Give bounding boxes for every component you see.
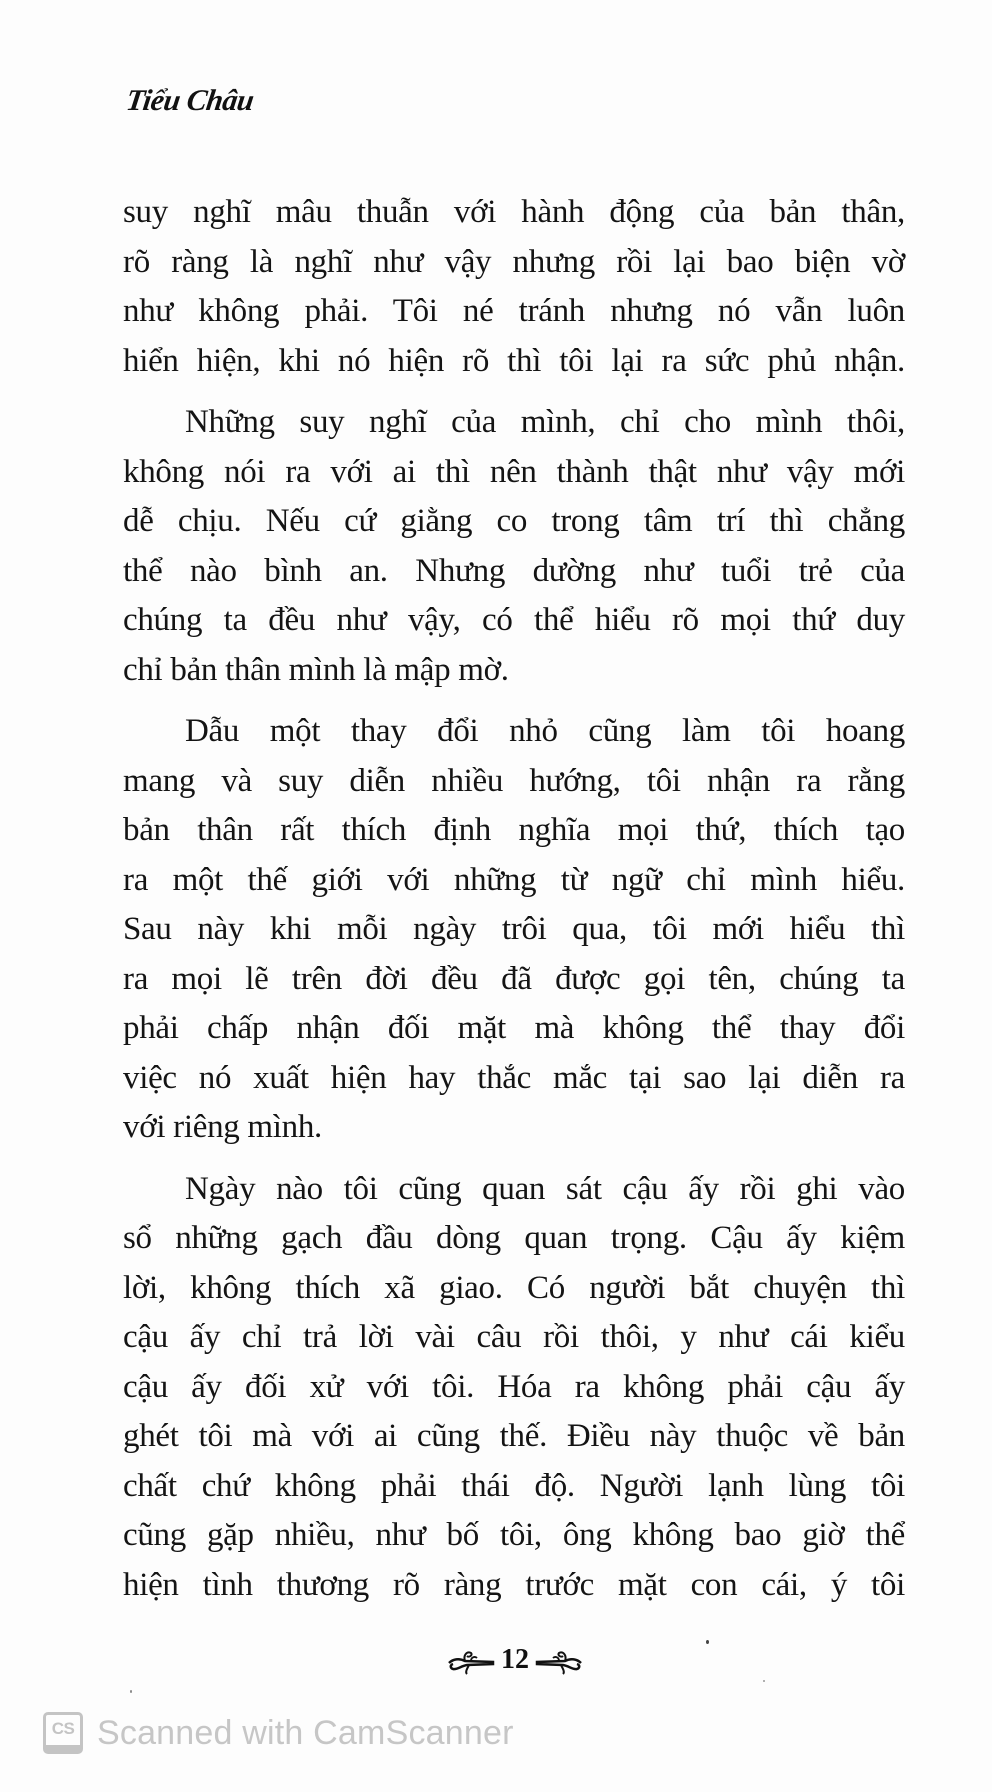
text-line: việc nó xuất hiện hay thắc mắc tại sao lại diễn ra [123, 1059, 905, 1096]
text-line: Những suy nghĩ của mình, chỉ cho mình thôi, [185, 404, 905, 440]
paragraph-1 [123, 188, 905, 386]
scan-speck [706, 1640, 709, 1644]
camscanner-watermark [43, 1712, 514, 1754]
text-line: cậu ấy chỉ trả lời vài câu rồi thôi, y như cái kiểu [123, 1319, 905, 1355]
camscanner-logo-icon: CS [43, 1712, 83, 1754]
fleuron-right-icon [535, 1645, 583, 1675]
page-number [440, 1644, 590, 1676]
text-line: Sau này khi mỗi ngày trôi qua, tôi mới hiểu thì [123, 911, 905, 947]
paragraph-3 [123, 707, 905, 1153]
scan-speck [763, 1680, 765, 1682]
text-line: Ngày nào tôi cũng quan sát cậu ấy rồi ghi vào [185, 1170, 905, 1207]
text-line: bản thân rất thích định nghĩa mọi thứ, thích tạo [123, 812, 905, 848]
text-line: cậu ấy đối xử với tôi. Hóa ra không phải cậu ấy [123, 1368, 905, 1405]
text-line: mang và suy diễn nhiều hướng, tôi nhận ra rằng [123, 762, 905, 799]
fleuron-left-icon [447, 1645, 495, 1675]
paragraph-2 [123, 398, 905, 695]
text-line: hiển hiện, khi nó hiện rõ thì tôi lại ra sức phủ nhận. [123, 342, 905, 379]
text-line: chất chứ không phải thái độ. Người lạnh lùng tôi [123, 1467, 905, 1504]
text-line: thể nào bình an. Nhưng dường như tuổi trẻ của [123, 552, 905, 589]
text-line: ra một thế giới với những từ ngữ chỉ mình hiểu. [123, 861, 905, 898]
text-line: Dẫu một thay đổi nhỏ cũng làm tôi hoang [185, 713, 905, 749]
text-line: sổ những gạch đầu dòng quan trọng. Cậu ấy kiệm [123, 1220, 905, 1256]
text-line: hiện tình thương rõ ràng trước mặt con cái, ý tôi [123, 1566, 905, 1603]
body-text [123, 188, 905, 1622]
text-line: lời, không thích xã giao. Có người bắt chuyện thì [123, 1269, 905, 1306]
text-line: ra mọi lẽ trên đời đều đã được gọi tên, chúng ta [123, 960, 905, 997]
text-line: rõ ràng là nghĩ như vậy nhưng rồi lại bao biện vờ [123, 243, 905, 280]
scan-speck [130, 1690, 132, 1693]
text-line: như không phải. Tôi né tránh nhưng nó vẫn luôn [123, 293, 905, 329]
text-line: dễ chịu. Nếu cứ giằng co trong tâm trí thì chẳng [123, 503, 905, 539]
watermark-text: Scanned with CamScanner [97, 1713, 514, 1752]
text-line: phải chấp nhận đối mặt mà không thể thay đổi [123, 1010, 905, 1046]
text-line: với riêng mình. [123, 1109, 323, 1145]
text-line: chỉ bản thân mình là mập mờ. [123, 651, 509, 688]
text-line: ghét tôi mà với ai cũng thế. Điều này thuộc về bản [123, 1418, 905, 1454]
paragraph-4 [123, 1165, 905, 1611]
text-line: chúng ta đều như vậy, có thể hiểu rõ mọi thứ duy [123, 602, 905, 638]
running-header-title: Tiểu Châu [124, 84, 256, 117]
text-line: suy nghĩ mâu thuẫn với hành động của bản thân, [123, 194, 905, 230]
text-line: không nói ra với ai thì nên thành thật như vậy mới [123, 453, 905, 490]
page-number-text: 12 [501, 1644, 529, 1675]
text-line: cũng gặp nhiều, như bố tôi, ông không bao giờ thể [123, 1517, 905, 1553]
